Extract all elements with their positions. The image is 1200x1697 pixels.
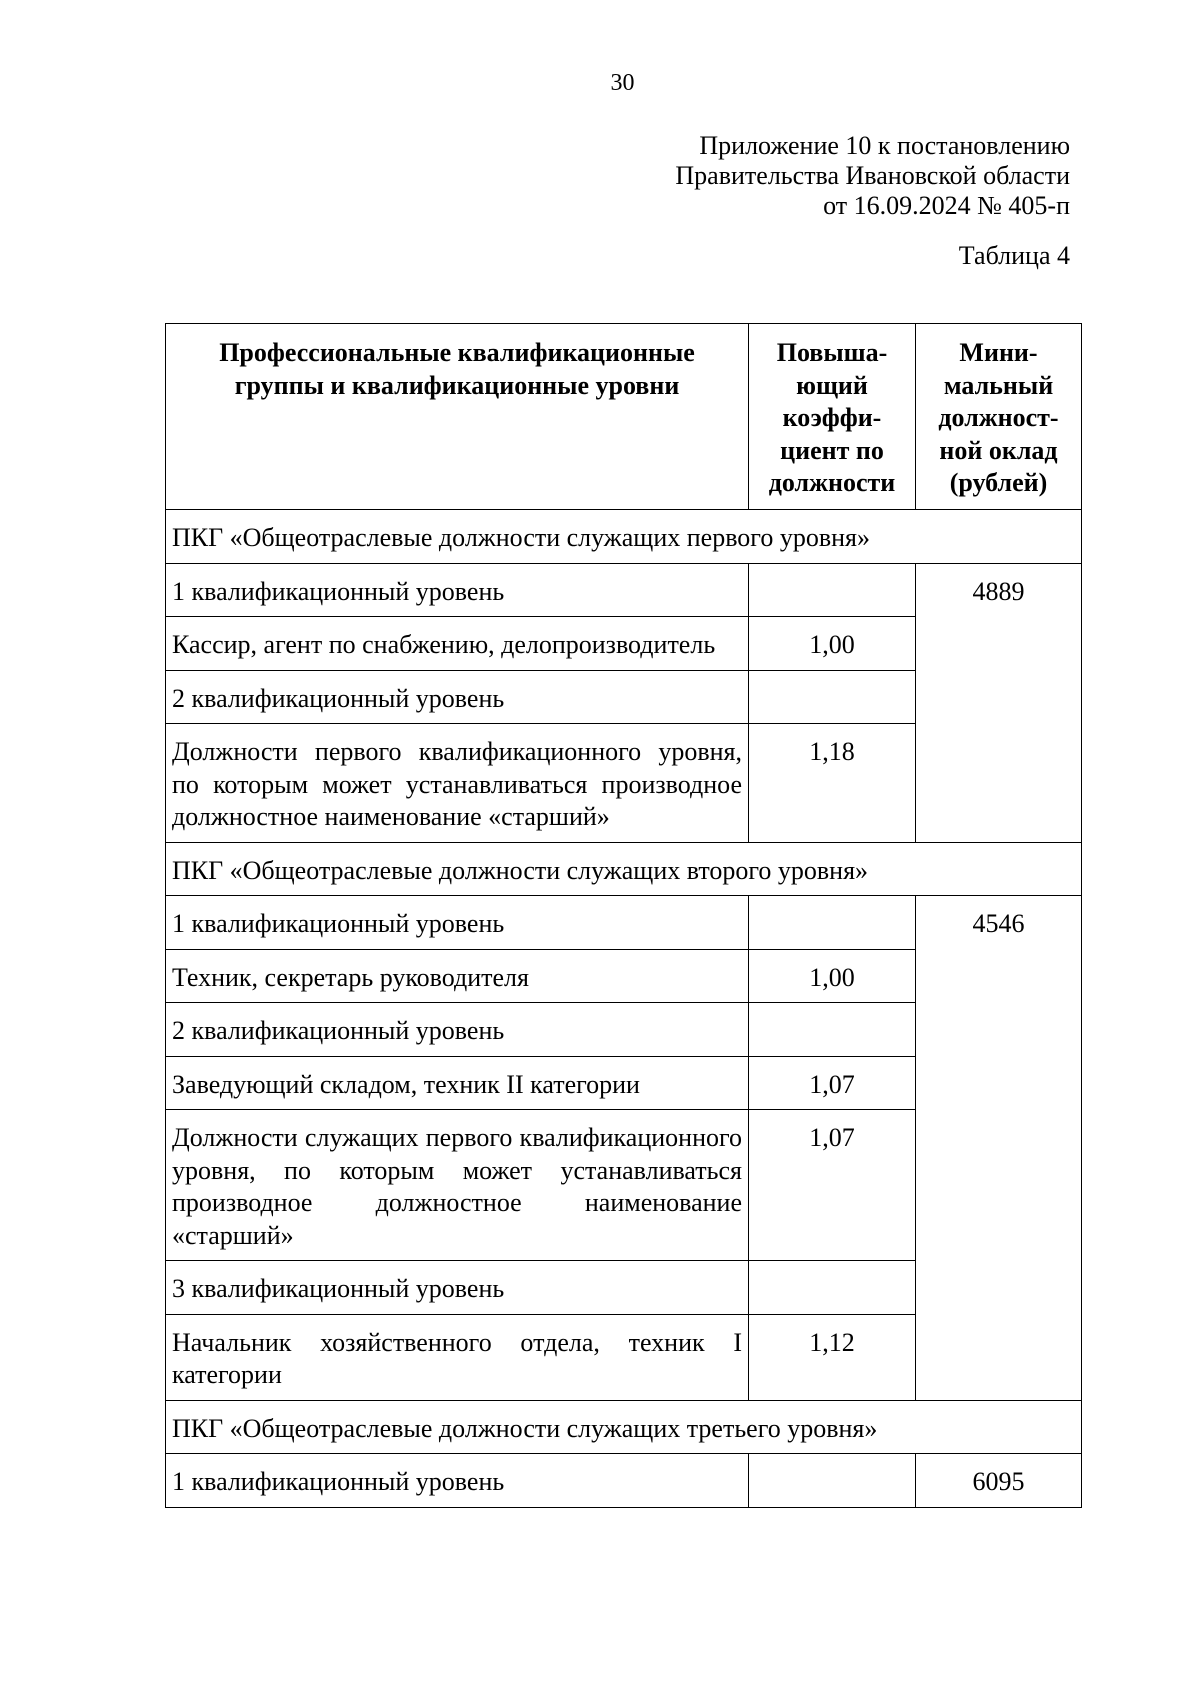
- table-caption: Таблица 4: [958, 241, 1070, 270]
- level-name: 1 квалификационный уровень: [166, 1454, 749, 1508]
- position-name: Кассир, агент по снабжению, делопроизводитель: [166, 617, 749, 671]
- appendix-line-2: Правительства Ивановской области: [675, 161, 1070, 190]
- position-name: Заведующий складом, техник II категории: [166, 1056, 749, 1110]
- position-name: Должности первого квалификационного уровня, по которым может устанавливаться производное должностное наименование «старший»: [166, 724, 749, 843]
- page-number: 30: [610, 70, 635, 96]
- group-row: [166, 510, 1082, 564]
- position-name: Должности служащих первого квалификационного уровня, по которым может устанавливаться производное должностное наименование «старший»: [166, 1110, 749, 1261]
- coefficient-cell: 1,00: [749, 617, 916, 671]
- min-salary-cell: 6095: [916, 1454, 1082, 1508]
- coefficient-cell: [749, 1261, 916, 1315]
- group-row: [166, 842, 1082, 896]
- group-title: ПКГ «Общеотраслевые должности служащих второго уровня»: [166, 842, 1082, 896]
- coefficient-cell: [749, 670, 916, 724]
- level-name: 2 квалификационный уровень: [166, 670, 749, 724]
- coefficient-cell: 1,12: [749, 1314, 916, 1400]
- coefficient-cell: [749, 1003, 916, 1057]
- appendix-line-1: Приложение 10 к постановлению: [699, 131, 1070, 160]
- header-coefficient: Повыша-ющий коэффи-циент по должности: [749, 324, 916, 510]
- table-header-row: [166, 324, 1082, 510]
- coefficient-cell: [749, 563, 916, 617]
- group-title: ПКГ «Общеотраслевые должности служащих первого уровня»: [166, 510, 1082, 564]
- group-title: ПКГ «Общеотраслевые должности служащих третьего уровня»: [166, 1400, 1082, 1454]
- coefficient-cell: 1,18: [749, 724, 916, 843]
- group-row: [166, 1400, 1082, 1454]
- table-row: [166, 1454, 1082, 1508]
- coefficient-cell: 1,07: [749, 1110, 916, 1261]
- header-min-salary: Мини-мальный должност-ной оклад (рублей): [916, 324, 1082, 510]
- position-name: Техник, секретарь руководителя: [166, 949, 749, 1003]
- table-row: [166, 563, 1082, 617]
- appendix-reference: [675, 131, 1070, 221]
- salary-table: [165, 323, 1082, 1508]
- coefficient-cell: 1,07: [749, 1056, 916, 1110]
- coefficient-cell: 1,00: [749, 949, 916, 1003]
- coefficient-cell: [749, 1454, 916, 1508]
- level-name: 2 квалификационный уровень: [166, 1003, 749, 1057]
- table-row: [166, 896, 1082, 950]
- level-name: 1 квалификационный уровень: [166, 896, 749, 950]
- coefficient-cell: [749, 896, 916, 950]
- header-qualification-groups: Профессиональные квалификационные группы и квалификационные уровни: [166, 324, 749, 510]
- position-name: Начальник хозяйственного отдела, техник I категории: [166, 1314, 749, 1400]
- appendix-line-3: от 16.09.2024 № 405-п: [823, 191, 1070, 220]
- min-salary-cell: 4889: [916, 563, 1082, 842]
- level-name: 3 квалификационный уровень: [166, 1261, 749, 1315]
- min-salary-cell: 4546: [916, 896, 1082, 1401]
- level-name: 1 квалификационный уровень: [166, 563, 749, 617]
